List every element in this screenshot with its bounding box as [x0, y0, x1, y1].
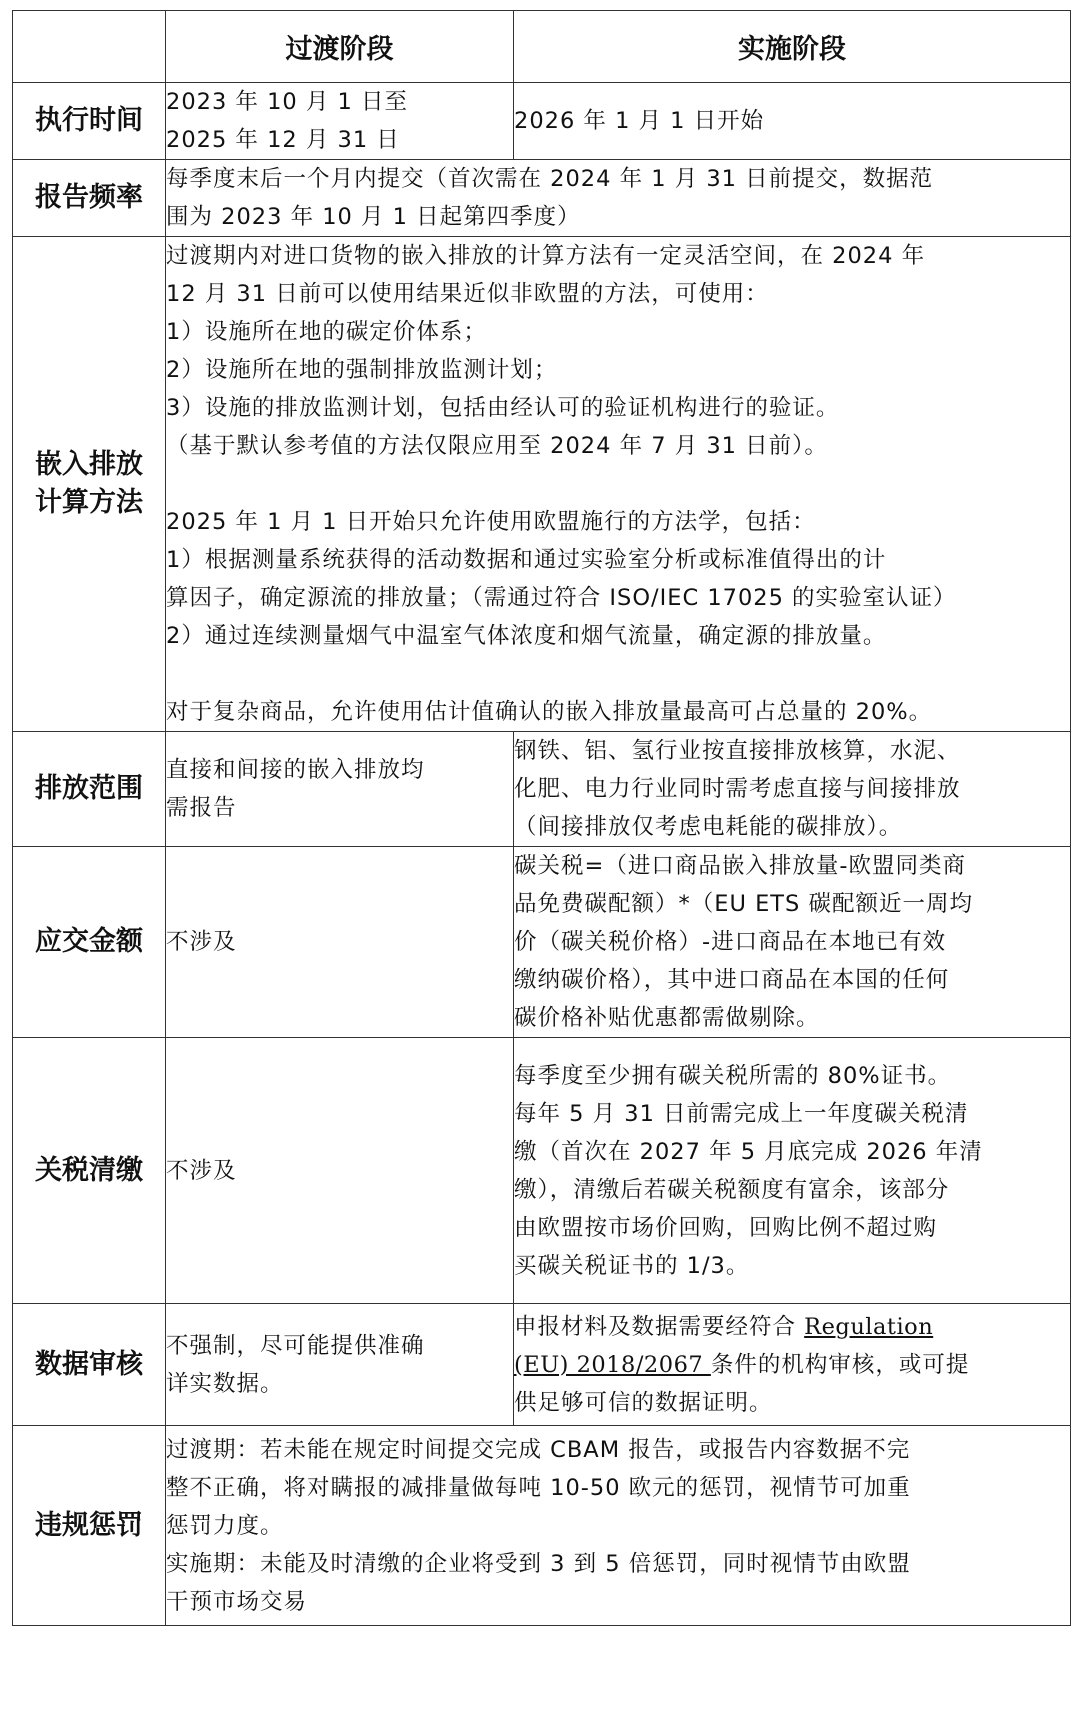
table-header-row	[13, 11, 1071, 83]
row-data-audit	[13, 1304, 1071, 1426]
header-transition: 过渡阶段	[166, 11, 514, 83]
tariff-clearance-transition: 不涉及	[166, 1038, 514, 1304]
label-report-frequency: 报告频率	[13, 160, 166, 237]
label-payable-amount: 应交金额	[13, 847, 166, 1038]
text-line: 对于复杂商品，允许使用估计值确认的嵌入排放量最高可占总量的 20%。	[166, 699, 933, 725]
text-line: 钢铁、铝、氢行业按直接排放核算，水泥、	[514, 738, 961, 764]
label-embedded-emission-method	[13, 237, 166, 732]
text-line	[514, 1308, 1070, 1346]
payable-amount-implementation	[514, 847, 1071, 1038]
label-tariff-clearance: 关税清缴	[13, 1038, 166, 1304]
text-line: 2）通过连续测量烟气中温室气体浓度和烟气流量，确定源的排放量。	[166, 623, 887, 649]
header-empty-cell	[13, 11, 166, 83]
label-emission-scope: 排放范围	[13, 732, 166, 847]
text-line: 3）设施的排放监测计划，包括由经认可的验证机构进行的验证。	[166, 395, 840, 421]
text-line: 缴（首次在 2027 年 5 月底完成 2026 年清	[514, 1138, 983, 1165]
text-line: 缴纳碳价格），其中进口商品在本国的任何	[514, 967, 950, 993]
embedded-emission-method-text	[166, 237, 1071, 732]
label-violation-penalty: 违规惩罚	[13, 1426, 166, 1626]
text-line: 围为 2023 年 10 月 1 日起第四季度）	[166, 204, 581, 230]
emission-scope-implementation	[514, 732, 1071, 847]
row-tariff-clearance	[13, 1038, 1071, 1304]
label-line: 嵌入排放	[35, 449, 143, 480]
text-line: 算因子，确定源流的排放量；（需通过符合 ISO/IEC 17025 的实验室认证）	[166, 585, 957, 611]
text-line: 惩罚力度。	[166, 1512, 284, 1539]
row-execution-time	[13, 83, 1071, 160]
text-line: 化肥、电力行业同时需考虑直接与间接排放	[514, 776, 961, 802]
text-line: 每年 5 月 31 日前需完成上一年度碳关税清	[514, 1100, 969, 1127]
text-line: 每季度至少拥有碳关税所需的 80%证书。	[514, 1062, 952, 1089]
text-line: 2）设施所在地的强制排放监测计划；	[166, 357, 558, 383]
execution-time-implementation: 2026 年 1 月 1 日开始	[514, 83, 1071, 160]
data-audit-transition	[166, 1304, 514, 1426]
text-line: 直接和间接的嵌入排放均	[166, 757, 425, 783]
row-payable-amount	[13, 847, 1071, 1038]
text-line: 买碳关税证书的 1/3。	[514, 1252, 750, 1279]
text-line: （间接排放仅考虑电耗能的碳排放）。	[514, 814, 903, 840]
blank-line	[166, 465, 1070, 503]
regulation-link[interactable]: (EU) 2018/2067	[514, 1351, 711, 1378]
payable-amount-transition: 不涉及	[166, 847, 514, 1038]
regulation-link[interactable]: Regulation	[804, 1313, 934, 1340]
emission-scope-transition	[166, 732, 514, 847]
label-line: 计算方法	[35, 487, 143, 518]
text-line: 2025 年 1 月 1 日开始只允许使用欧盟施行的方法学，包括：	[166, 509, 816, 535]
text-segment: 申报材料及数据需要经符合	[514, 1313, 805, 1340]
text-line: 碳价格补贴优惠都需做剔除。	[514, 1005, 820, 1031]
text-line: 实施期：未能及时清缴的企业将受到 3 到 5 倍惩罚，同时视情节由欧盟	[166, 1550, 911, 1577]
text-line: 2023 年 10 月 1 日至	[166, 89, 408, 115]
text-segment: 条件的机构审核，或可提	[710, 1351, 970, 1378]
text-line: 过渡期内对进口货物的嵌入排放的计算方法有一定灵活空间，在 2024 年	[166, 243, 926, 269]
text-line: 缴），清缴后若碳关税额度有富余，该部分	[514, 1176, 950, 1203]
label-data-audit: 数据审核	[13, 1304, 166, 1426]
text-line: 由欧盟按市场价回购，回购比例不超过购	[514, 1214, 938, 1241]
label-execution-time: 执行时间	[13, 83, 166, 160]
text-line: 12 月 31 日前可以使用结果近似非欧盟的方法，可使用：	[166, 281, 769, 307]
row-embedded-emission-method	[13, 237, 1071, 732]
data-audit-implementation	[514, 1304, 1071, 1426]
text-line: 1）设施所在地的碳定价体系；	[166, 319, 487, 345]
row-emission-scope	[13, 732, 1071, 847]
execution-time-transition	[166, 83, 514, 160]
text-line: 不强制，尽可能提供准确	[166, 1332, 425, 1359]
text-line: 价（碳关税价格）-进口商品在本地已有效	[514, 929, 947, 955]
blank-line	[166, 655, 1070, 693]
row-violation-penalty	[13, 1426, 1071, 1626]
text-line	[514, 1346, 1070, 1384]
violation-penalty-text	[166, 1426, 1071, 1626]
text-line: 过渡期：若未能在规定时间提交完成 CBAM 报告，或报告内容数据不完	[166, 1436, 911, 1463]
header-implementation: 实施阶段	[514, 11, 1071, 83]
report-frequency-text	[166, 160, 1071, 237]
text-line: 2025 年 12 月 31 日	[166, 127, 400, 153]
text-line: 品免费碳配额）*（EU ETS 碳配额近一周均	[514, 891, 973, 917]
text-line: 需报告	[166, 795, 237, 821]
text-line: 整不正确，将对瞒报的减排量做每吨 10-50 欧元的惩罚，视情节可加重	[166, 1474, 911, 1501]
text-line: 每季度末后一个月内提交（首次需在 2024 年 1 月 31 日前提交，数据范	[166, 166, 934, 192]
cbam-comparison-table	[12, 10, 1071, 1626]
row-report-frequency	[13, 160, 1071, 237]
tariff-clearance-implementation	[514, 1038, 1071, 1304]
text-line: （基于默认参考值的方法仅限应用至 2024 年 7 月 31 日前）。	[166, 433, 828, 459]
text-line: 详实数据。	[166, 1370, 284, 1397]
text-line: 干预市场交易	[166, 1588, 308, 1615]
text-line: 碳关税=（进口商品嵌入排放量-欧盟同类商	[514, 853, 966, 879]
text-line: 1）根据测量系统获得的活动数据和通过实验室分析或标准值得出的计	[166, 547, 887, 573]
text-line: 供足够可信的数据证明。	[514, 1389, 773, 1416]
